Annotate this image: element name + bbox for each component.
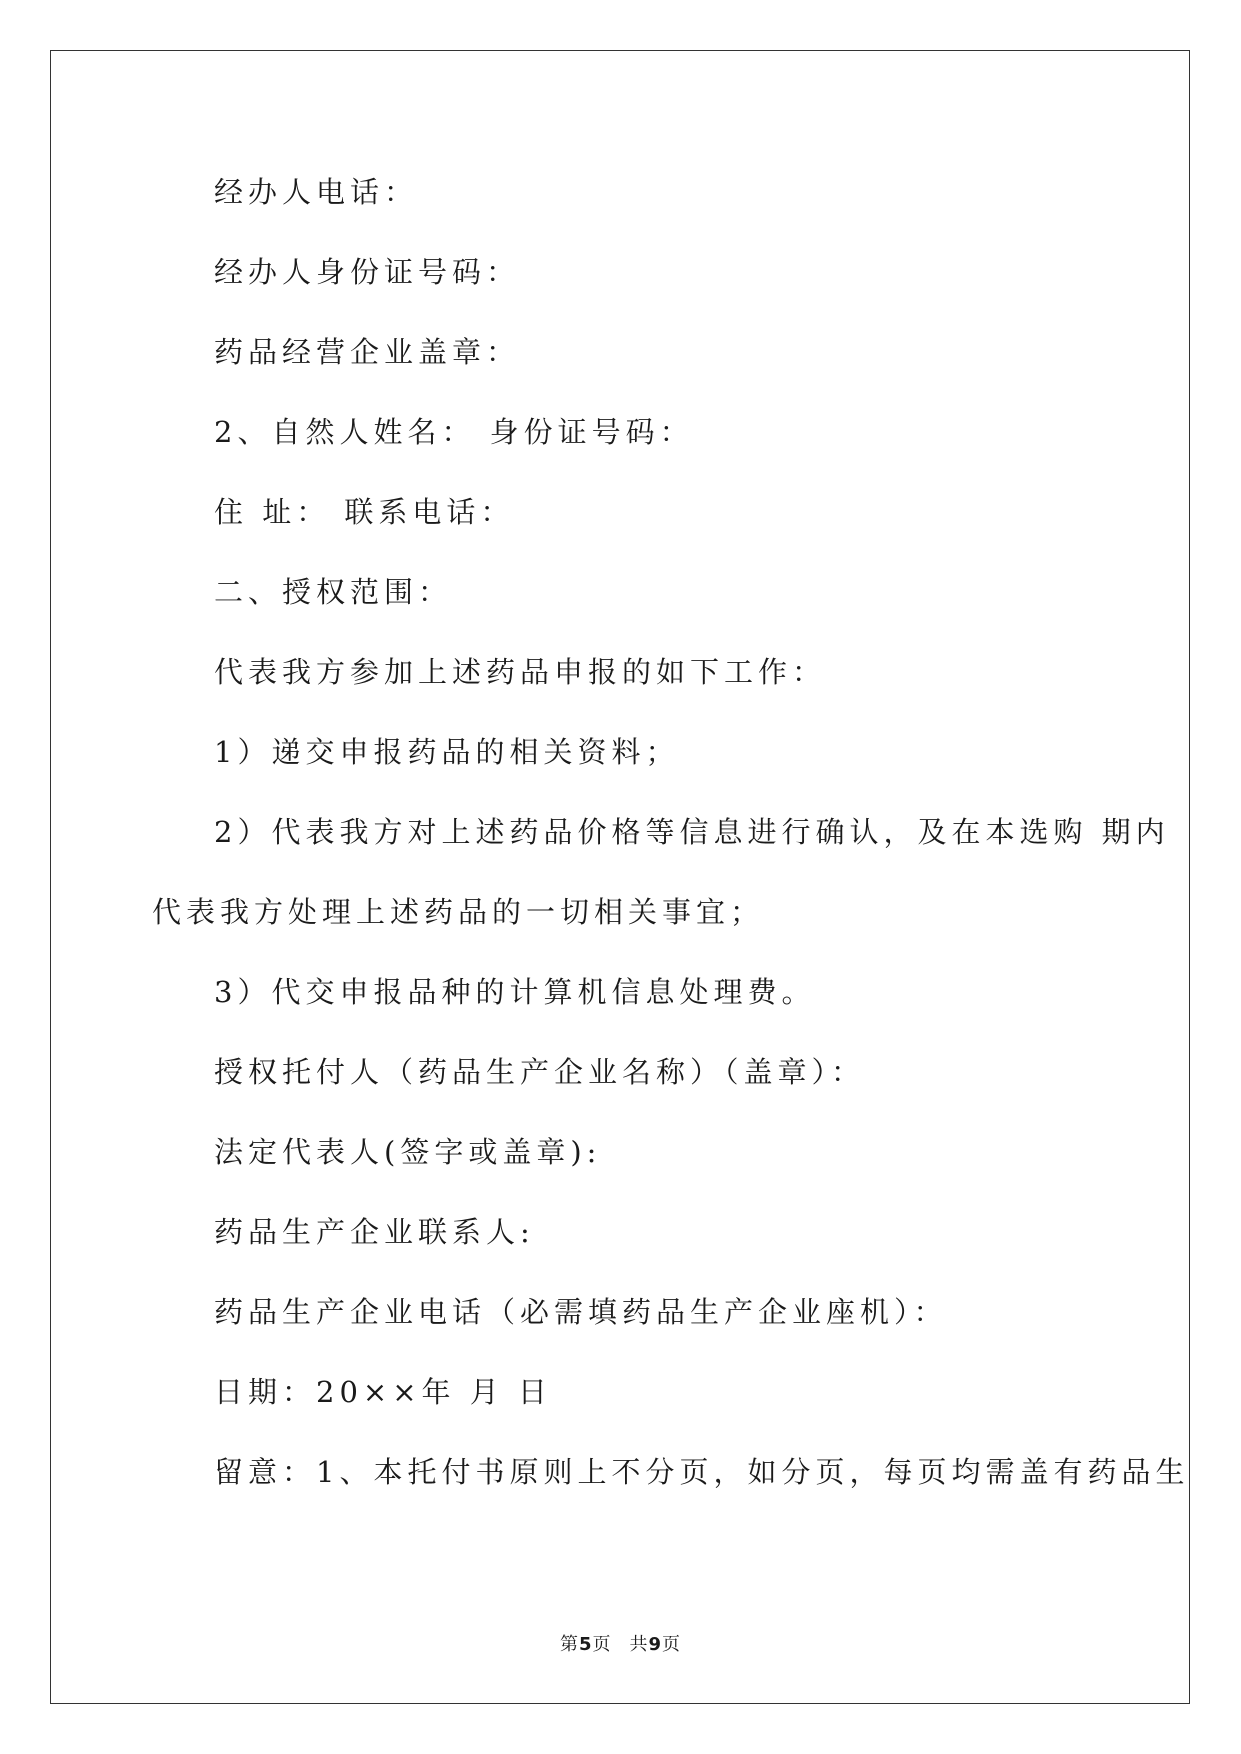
scope-intro-line: 代表我方参加上述药品申报的如下工作： (214, 655, 827, 689)
distributor-seal-line: 药品经营企业盖章： (214, 335, 521, 369)
address-phone-line: 住 址： 联系电话： (214, 495, 515, 529)
scope-item-1: 1）递交申报药品的相关资料； (214, 735, 680, 769)
page-footer (0, 1630, 1241, 1656)
footer-total-prefix: 共 (629, 1634, 649, 1655)
scope-item-2: 2）代表我方对上述药品价格等信息进行确认，及在本选购 期内 (214, 815, 1170, 849)
footer-page-unit: 页 (592, 1634, 612, 1655)
footer-total-pages: 9 (648, 1634, 663, 1655)
scope-item-2-continued: 代表我方处理上述药品的一切相关事宜； (152, 895, 765, 929)
natural-person-line: 2、自然人姓名： 身份证号码： (214, 415, 694, 449)
footer-page-prefix: 第 (559, 1634, 579, 1655)
section-heading-scope: 二、授权范围： (214, 575, 453, 609)
manufacturer-contact-line: 药品生产企业联系人: (214, 1215, 535, 1249)
footer-total-unit: 页 (662, 1634, 682, 1655)
manufacturer-phone-line: 药品生产企业电话（必需填药品生产企业座机）： (214, 1295, 948, 1329)
legal-rep-line: 法定代表人(签字或盖章): (214, 1135, 602, 1169)
note-line: 留意：1、本托付书原则上不分页，如分页，每页均需盖有药品生 (214, 1455, 1190, 1489)
date-line: 日期：20××年 月 日 (214, 1375, 552, 1409)
principal-line: 授权托付人（药品生产企业名称）（盖章）： (214, 1055, 866, 1089)
footer-current-page: 5 (578, 1634, 593, 1655)
scope-item-3: 3）代交申报品种的计算机信息处理费。 (214, 975, 816, 1009)
handler-id-line: 经办人身份证号码： (214, 255, 521, 289)
handler-phone-line: 经办人电话： (214, 175, 419, 209)
